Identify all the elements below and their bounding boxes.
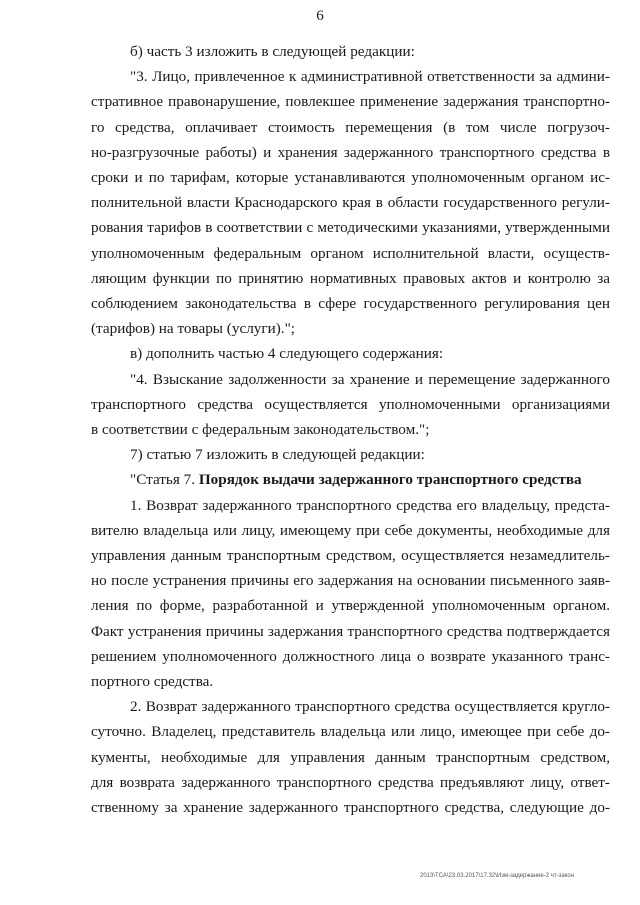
text-line: полнительной власти Краснодарского края в области государственного регули-	[91, 194, 610, 212]
text-line: кументы, необходимые для управления данным транспортным средством,	[91, 748, 610, 766]
text-line: транспортного средства осуществляется уполномоченными организациями	[91, 395, 610, 413]
text-line: "4. Взыскание задолженности за хранение и перемещение задержанного	[130, 370, 610, 388]
text-line: портного средства.	[91, 673, 214, 690]
text-line: ляющим функции по принятию нормативных правовых актов и контролю за	[91, 269, 610, 287]
text-line: в соответствии с федеральным законодательством.";	[91, 421, 430, 438]
text-line: но после устранения причины его задержания на основании письменного заяв-	[91, 572, 610, 590]
text-line: решением уполномоченного должностного лица о возврате указанного транс-	[91, 647, 610, 665]
text-line: в) дополнить частью 4 следующего содержания:	[130, 345, 444, 363]
footer-file-path: 2013\ТСА\23.03.2017\17.32\Изм-задержание-2 чт-закон	[420, 873, 575, 879]
text-line: 2. Возврат задержанного транспортного средства осуществляется кругло-	[130, 698, 610, 716]
text-line: рования тарифов в соответствии с методическими указаниями, утвержденными	[91, 219, 610, 237]
text-line: ственному за хранение задержанного транспортного средства, следующие до-	[91, 799, 610, 816]
text-line: сроки и по тарифам, которые устанавливаются уполномоченным органом ис-	[91, 169, 610, 186]
text-line: вителю владельца или лицу, имеющему при себе документы, необходимые для	[91, 521, 610, 539]
text-line: 1. Возврат задержанного транспортного средства его владельцу, предста-	[130, 496, 610, 514]
article-heading	[130, 470, 582, 490]
text-line: б) часть 3 изложить в следующей редакции:	[130, 43, 415, 60]
article-title: Порядок выдачи задержанного транспортного средства	[198, 471, 582, 489]
text-line: для возврата задержанного транспортного средства предъявляют лицу, ответ-	[91, 773, 610, 791]
page-number: 6	[316, 8, 324, 24]
text-line: (тарифов) на товары (услуги).";	[91, 320, 296, 338]
text-line: го средства, оплачивает стоимость перемещения (в том числе погрузоч-	[91, 118, 610, 136]
text-line: соблюдением законодательства в сфере государственного регулирования цен	[91, 295, 610, 312]
text-line: уполномоченным федеральным органом исполнительной власти, осуществ-	[91, 244, 610, 262]
text-line: 7) статью 7 изложить в следующей редакции:	[130, 446, 425, 464]
text-line: суточно. Владелец, представитель владельца или лицо, имеющее при себе до-	[91, 723, 610, 741]
article-number: "Статья 7.	[130, 471, 199, 489]
text-line: Факт устранения причины задержания транспортного средства подтверждается	[91, 622, 610, 640]
text-line: управления данным транспортным средством, осуществляется незамедлитель-	[91, 547, 610, 564]
text-line: "3. Лицо, привлеченное к административной ответственности за админи-	[130, 68, 610, 86]
text-line: ления по форме, разработанной и утвержденной уполномоченным органом.	[91, 597, 610, 615]
text-line: стративное правонарушение, повлекшее применение задержания транспортно-	[91, 93, 610, 111]
text-line: но-разгрузочные работы) и хранения задержанного транспортного средства в	[91, 143, 610, 161]
